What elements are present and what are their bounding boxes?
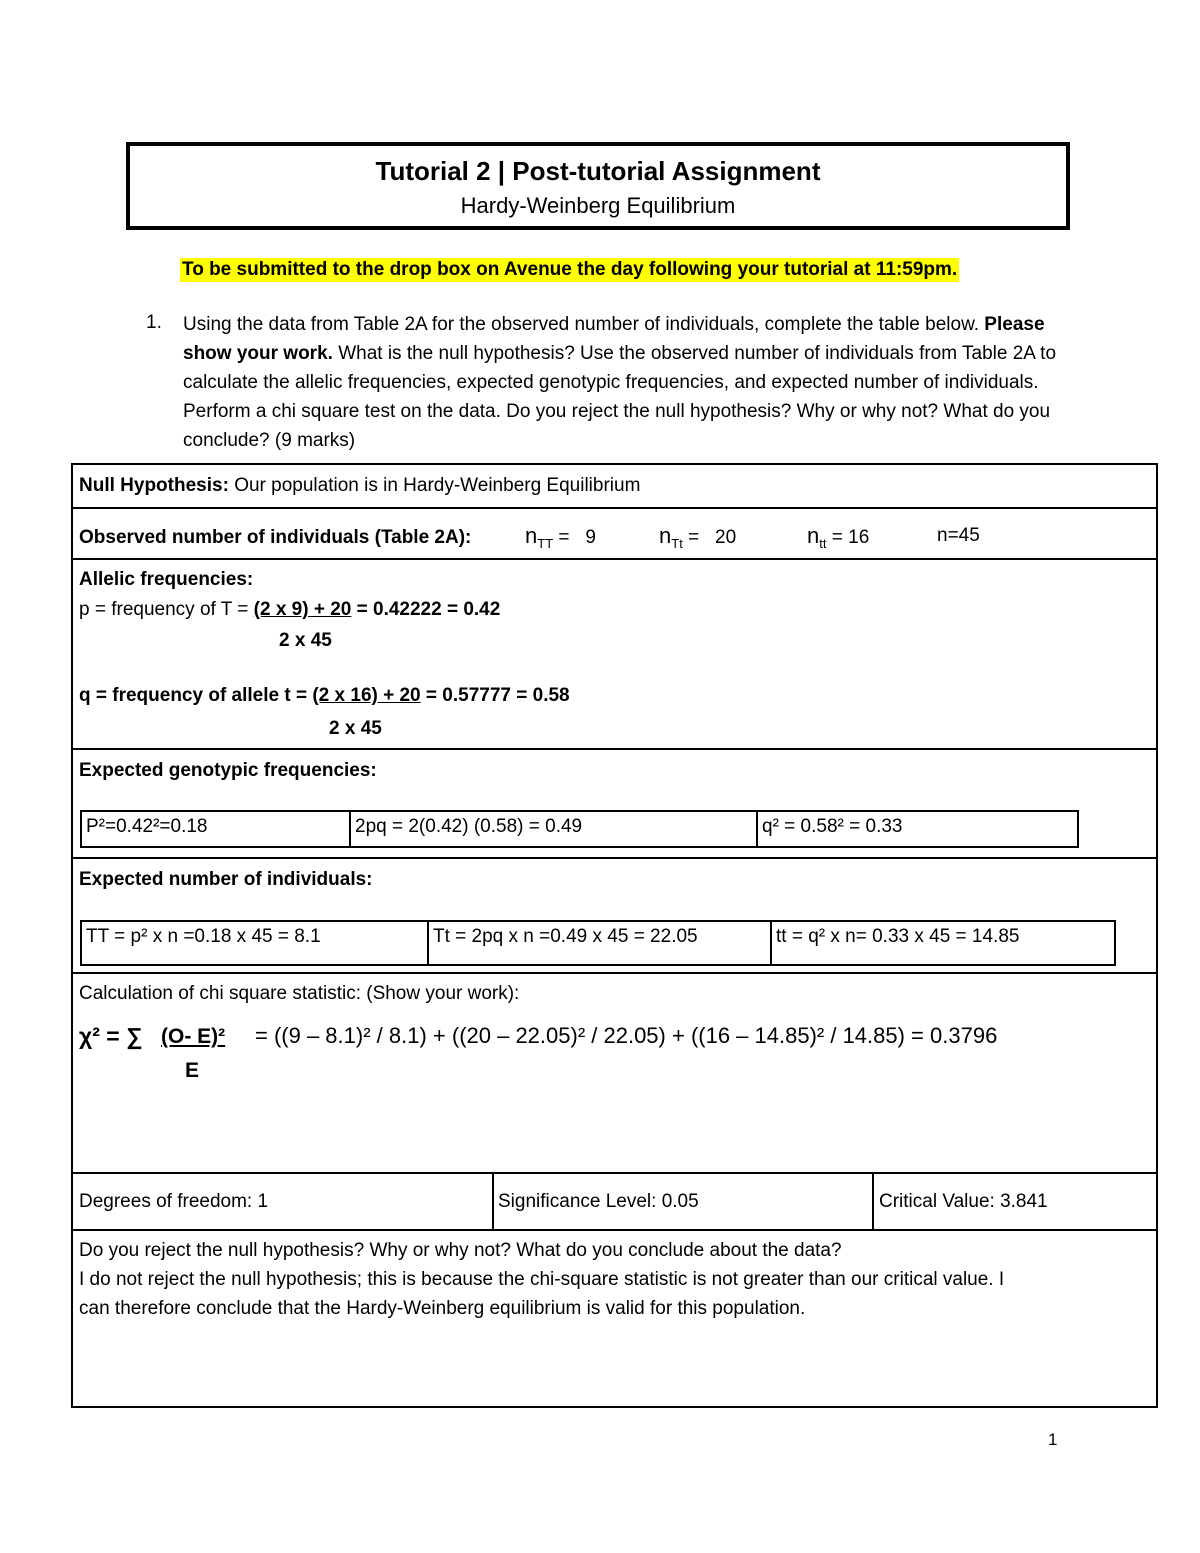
q-result: = 0.57777 = 0.58 <box>420 685 570 706</box>
conclusion-line-1: I do not reject the null hypothesis; this is because the chi-square statistic is not greater than our critical value. I <box>79 1269 1005 1290</box>
page-subtitle: Hardy-Weinberg Equilibrium <box>460 193 736 218</box>
geno-p2-cell: P²=0.42²=0.18 <box>82 812 351 846</box>
page-number: 1 <box>1048 1430 1058 1449</box>
question-text <box>183 310 1083 455</box>
p-denominator: 2 x 45 <box>279 630 332 651</box>
n-tt: $n_{tt} = 16$ <box>807 523 870 551</box>
genotypic-table <box>80 810 1079 848</box>
null-hypothesis-label: Null Hypothesis: <box>79 475 229 496</box>
chi-equation: = ((9 – 8.1)² / 8.1) + ((20 – 22.05)² / 22.05) + ((16 – 14.85)² / 14.85) = 0.3796 <box>255 1023 998 1048</box>
row-divider <box>73 507 1156 509</box>
chi-label: Calculation of chi square statistic: (Show your work): <box>79 983 520 1004</box>
question-text-part2: What is the null hypothesis? Use the observed number of individuals from Table 2A to calculate the allelic frequencies, expected genotypic frequencies, and expected number of individuals. Perform a chi square test on the data. Do you reject the null hypothesis? Why or why not? What do you conclude? (9 marks) <box>183 343 1057 451</box>
page-title: Tutorial 2 | Post-tutorial Assignment <box>375 156 821 186</box>
individuals-table <box>80 920 1116 966</box>
row-divider <box>73 1229 1156 1231</box>
column-divider <box>492 1172 494 1229</box>
row-divider <box>73 857 1156 859</box>
column-divider <box>872 1172 874 1229</box>
chi-denominator: E <box>185 1059 200 1082</box>
row-divider <box>73 1172 1156 1174</box>
row-divider <box>73 558 1156 560</box>
chi-numerator: (O- E)² <box>161 1025 226 1048</box>
critical-value: Critical Value: 3.841 <box>879 1191 1048 1212</box>
geno-q2-cell: q² = 0.58² = 0.33 <box>762 816 903 837</box>
indiv-Tt-cell: Tt = 2pq x n =0.49 x 45 = 22.05 <box>429 922 772 964</box>
row-divider <box>73 748 1156 750</box>
question-text-bold: Please show your work. <box>183 314 1045 364</box>
degrees-of-freedom: Degrees of freedom: 1 <box>79 1191 269 1212</box>
question-number: 1. <box>146 312 162 333</box>
conclusion-line-2: can therefore conclude that the Hardy-Weinberg equilibrium is valid for this population. <box>79 1298 806 1319</box>
significance-level: Significance Level: 0.05 <box>498 1191 699 1212</box>
genotypic-label: Expected genotypic frequencies: <box>79 760 377 781</box>
indiv-TT-cell: TT = p² x n =0.18 x 45 = 8.1 <box>82 922 429 964</box>
indiv-tt-cell: tt = q² x n= 0.33 x 45 = 14.85 <box>776 926 1020 947</box>
n-tt-value: 16 <box>848 527 870 548</box>
geno-2pq-cell: 2pq = 2(0.42) (0.58) = 0.49 <box>351 812 758 846</box>
answer-table <box>71 463 1158 1408</box>
n-total: n=45 <box>937 525 980 546</box>
submission-notice: To be submitted to the drop box on Avenue the day following your tutorial at 11:59pm. <box>182 259 958 280</box>
q-equation <box>79 685 570 707</box>
p-prefix: p = frequency of T = <box>79 599 254 620</box>
q-denominator: 2 x 45 <box>329 718 382 739</box>
q-numerator: (2 x 16) + 20 <box>312 685 421 706</box>
p-numerator: (2 x 9) + 20 <box>253 599 352 620</box>
observed-label: Observed number of individuals (Table 2A): <box>79 527 472 548</box>
null-hypothesis-row <box>79 475 640 497</box>
individuals-label: Expected number of individuals: <box>79 869 373 890</box>
p-result: = 0.42222 = 0.42 <box>351 599 501 620</box>
title-box <box>126 142 1070 230</box>
chi-symbol: χ² = ∑ <box>79 1023 143 1049</box>
question-text-part1: Using the data from Table 2A for the observed number of individuals, complete the table below. <box>183 314 980 335</box>
null-hypothesis-value: Our population is in Hardy-Weinberg Equilibrium <box>234 475 641 496</box>
n-Tt-value: 20 <box>715 527 737 548</box>
q-prefix: q = frequency of allele t = <box>79 685 313 706</box>
row-divider <box>73 972 1156 974</box>
p-equation <box>79 599 500 621</box>
n-TT-value: 9 <box>585 527 596 548</box>
n-Tt: $n_{Tt} = 20$ <box>659 523 737 551</box>
n-TT: $n_{TT} = 9$ <box>525 523 596 551</box>
conclusion-question: Do you reject the null hypothesis? Why or why not? What do you conclude about the data? <box>79 1240 842 1261</box>
allelic-label: Allelic frequencies: <box>79 569 254 590</box>
